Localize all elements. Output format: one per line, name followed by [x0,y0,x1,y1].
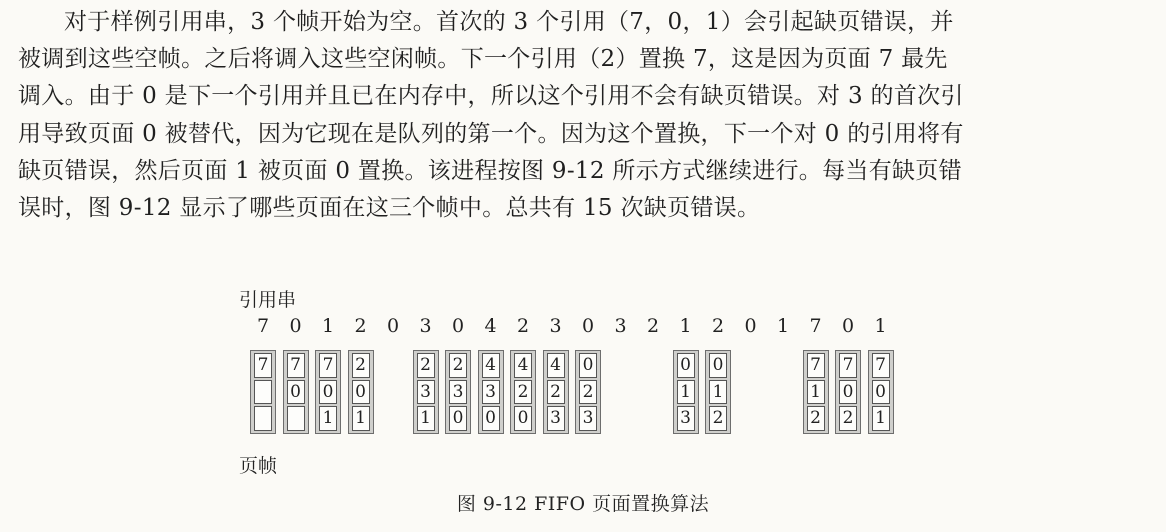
reference-number: 1 [874,315,887,337]
reference-number: 1 [679,315,692,337]
frame-cell: 2 [547,380,565,405]
reference-number: 2 [646,315,660,337]
frame-cell: 0 [514,406,532,431]
frame-cell: 1 [872,406,890,431]
frame-column [413,350,439,434]
reference-string [0,315,1166,341]
frame-cell: 2 [514,380,532,405]
frame-cell: 2 [449,353,467,378]
frame-cell: 4 [547,353,565,378]
reference-number: 2 [711,315,725,337]
reference-number: 0 [386,315,400,337]
frame-cell: 3 [482,380,500,405]
body-paragraph [18,4,1158,227]
paragraph-line: 被调到这些空帧。之后将调入这些空闲帧。下一个引用（2）置换 7，这是因为页面 7 最先 [18,46,948,73]
frame-cell: 7 [839,353,857,378]
page-frames-diagram [0,350,1166,440]
frame-cell: 3 [417,380,435,405]
reference-number: 4 [484,315,497,337]
frame-cell: 7 [319,353,337,378]
paragraph-line: 调入。由于 0 是下一个引用并且已在内存中，所以这个引用不会有缺页错误。对 3 的首次引 [18,83,964,110]
frame-cell: 0 [287,380,305,405]
reference-number: 2 [516,315,530,337]
frame-cell: 4 [482,353,500,378]
frame-cell: 0 [872,380,890,405]
frame-cell: 7 [254,353,272,378]
frame-cell: 7 [872,353,890,378]
reference-number: 3 [419,315,432,337]
reference-number: 7 [809,315,822,337]
reference-number: 1 [321,315,335,337]
frame-column [510,350,536,434]
frame-cell: 4 [514,353,532,378]
reference-number: 0 [581,315,595,337]
frame-cell: 3 [677,406,695,431]
reference-number: 2 [354,315,367,337]
frame-column [803,350,829,434]
frame-column [315,350,341,434]
frame-cell: 0 [352,380,370,405]
frame-cell: 2 [807,406,825,431]
reference-number: 3 [549,315,562,337]
frame-cell: 2 [352,353,370,378]
frame-cell: 0 [709,353,727,378]
frame-cell: 2 [839,406,857,431]
page-frames-label: 页帧 [239,455,278,477]
frame-cell: 1 [807,380,825,405]
frame-column [705,350,731,434]
frame-column [575,350,601,434]
frame-cell: 3 [579,406,597,431]
figure-caption: 图 9-12 FIFO 页面置换算法 [456,493,710,515]
frame-cell [287,406,305,431]
reference-number: 1 [776,315,790,337]
frame-column [835,350,861,434]
frame-cell: 1 [709,380,727,405]
frame-cell: 7 [807,353,825,378]
frame-cell: 0 [839,380,857,405]
frame-column [543,350,569,434]
frame-column [868,350,894,434]
reference-number: 3 [614,315,627,337]
frame-column [348,350,374,434]
frame-column [673,350,699,434]
frame-cell: 2 [417,353,435,378]
frame-cell: 1 [319,406,337,431]
frame-cell: 2 [579,380,597,405]
reference-number: 7 [256,315,270,337]
paragraph-line: 误时，图 9-12 显示了哪些页面在这三个帧中。总共有 15 次缺页错误。 [18,194,761,221]
paragraph-line: 对于样例引用串，3 个帧开始为空。首次的 3 个引用（7，0，1）会引起缺页错误，并 [64,9,954,35]
frame-column [478,350,504,434]
frame-cell: 3 [547,406,565,431]
frame-cell: 1 [677,380,695,405]
frame-cell [254,406,272,431]
frame-cell: 3 [449,380,467,405]
frame-cell: 0 [579,353,597,378]
frame-cell: 1 [417,406,435,431]
paragraph-line: 缺页错误，然后页面 1 被页面 0 置换。该进程按图 9-12 所示方式继续进行。每当有缺页错 [18,157,962,184]
frame-column [250,350,276,434]
frame-column [283,350,309,434]
reference-string-label: 引用串 [239,289,297,311]
frame-cell: 1 [352,406,370,431]
frame-cell: 0 [677,353,695,378]
frame-cell: 0 [482,406,500,431]
reference-number: 0 [744,315,757,337]
reference-number: 0 [289,315,302,337]
paragraph-line: 用导致页面 0 被替代，因为它现在是队列的第一个。因为这个置换，下一个对 0 的引用将有 [18,120,964,147]
frame-cell: 0 [449,406,467,431]
frame-cell: 0 [319,380,337,405]
frame-cell: 2 [709,406,727,431]
frame-cell [254,380,272,405]
frame-column [445,350,471,434]
reference-number: 0 [451,315,465,337]
reference-number: 0 [841,315,855,337]
frame-cell: 7 [287,353,305,378]
